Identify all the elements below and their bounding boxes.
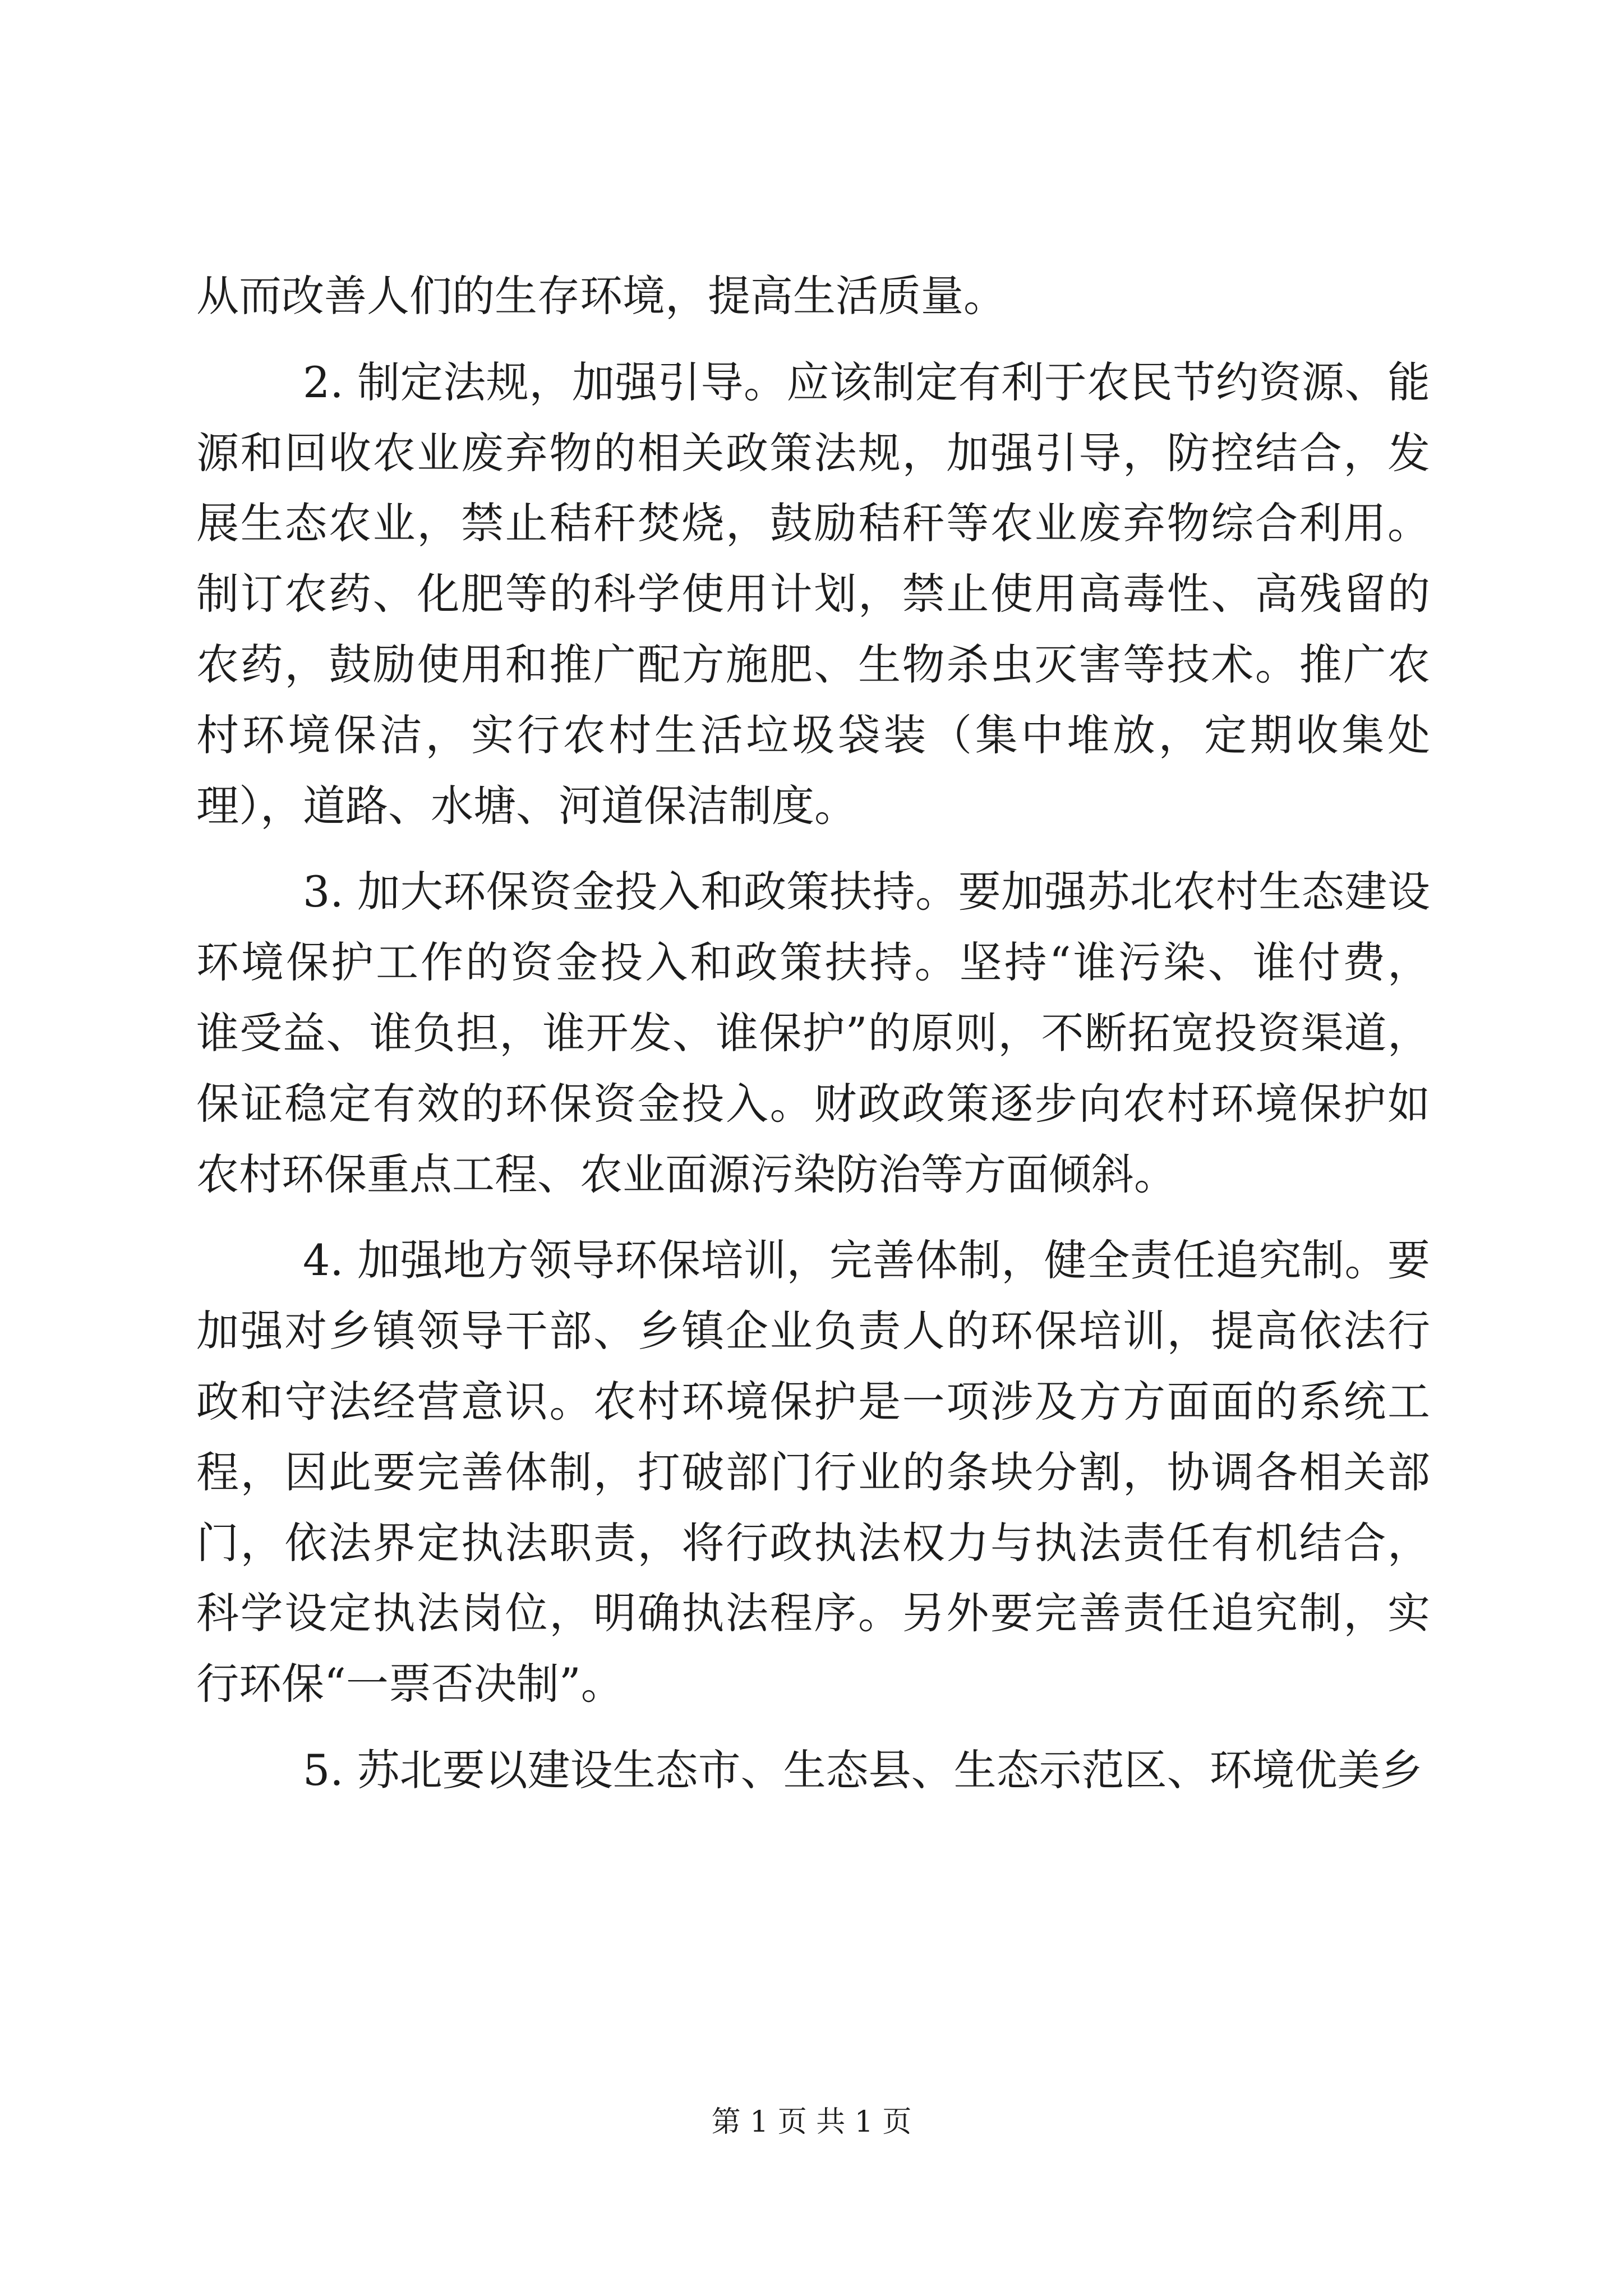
paragraph-5-line-1: 5. 苏北要以建设生态市、生态县、生态示范区、环境优美乡 (303, 1745, 1423, 1795)
paragraph-2-line-5: 农药，鼓励使用和推广配方施肥、生物杀虫灭害等技术。推广农 (196, 639, 1430, 689)
document-body (196, 261, 1430, 1806)
paragraph-4-line-4: 程，因此要完善体制，打破部门行业的条块分割，协调各相关部 (196, 1447, 1430, 1497)
paragraph-4-line-5: 门，依法界定执法职责，将行政执法权力与执法责任有机结合， (196, 1517, 1430, 1568)
paragraph-4-line-3: 政和守法经营意识。农村环境保护是一项涉及方方面面的系统工 (196, 1376, 1430, 1427)
paragraph-3-line-3: 谁受益、谁负担，谁开发、谁保护”的原则，不断拓宽投资渠道， (196, 1007, 1430, 1058)
paragraph-4-line-6: 科学设定执法岗位，明确执法程序。另外要完善责任追究制，实 (196, 1588, 1430, 1639)
paragraph-2-line-7: 理），道路、水塘、河道保洁制度。 (196, 780, 857, 831)
page-number-footer: 第 1 页 共 1 页 (711, 2105, 912, 2139)
paragraph-4-line-7: 行环保“一票否决制”。 (196, 1659, 624, 1709)
paragraph-2-line-3: 展生态农业，禁止秸秆焚烧，鼓励秸秆等农业废弃物综合利用。 (196, 498, 1430, 549)
paragraph-2-line-6: 村环境保洁，实行农村生活垃圾袋装（集中堆放，定期收集处 (196, 710, 1430, 760)
paragraph-3-line-2: 环境保护工作的资金投入和政策扶持。坚持“谁污染、谁付费， (196, 937, 1430, 988)
paragraph-2-line-2: 源和回收农业废弃物的相关政策法规，加强引导，防控结合，发 (196, 427, 1430, 478)
paragraph-4-line-1: 4. 加强地方领导环保培训，完善体制，健全责任追究制。要 (303, 1235, 1430, 1286)
paragraph-3-line-5: 农村环保重点工程、农业面源污染防治等方面倾斜。 (196, 1149, 1177, 1199)
paragraph-1-line-1: 从而改善人们的生存环境，提高生活质量。 (196, 271, 1006, 321)
paragraph-3-line-1: 3. 加大环保资金投入和政策扶持。要加强苏北农村生态建设 (303, 867, 1430, 917)
paragraph-2-line-1: 2. 制定法规，加强引导。应该制定有利于农民节约资源、能 (303, 357, 1430, 407)
paragraph-2-line-4: 制订农药、化肥等的科学使用计划，禁止使用高毒性、高残留的 (196, 569, 1430, 619)
paragraph-3-line-4: 保证稳定有效的环保资金投入。财政政策逐步向农村环境保护如 (196, 1078, 1430, 1129)
paragraph-4-line-2: 加强对乡镇领导干部、乡镇企业负责人的环保培训，提高依法行 (196, 1306, 1430, 1356)
